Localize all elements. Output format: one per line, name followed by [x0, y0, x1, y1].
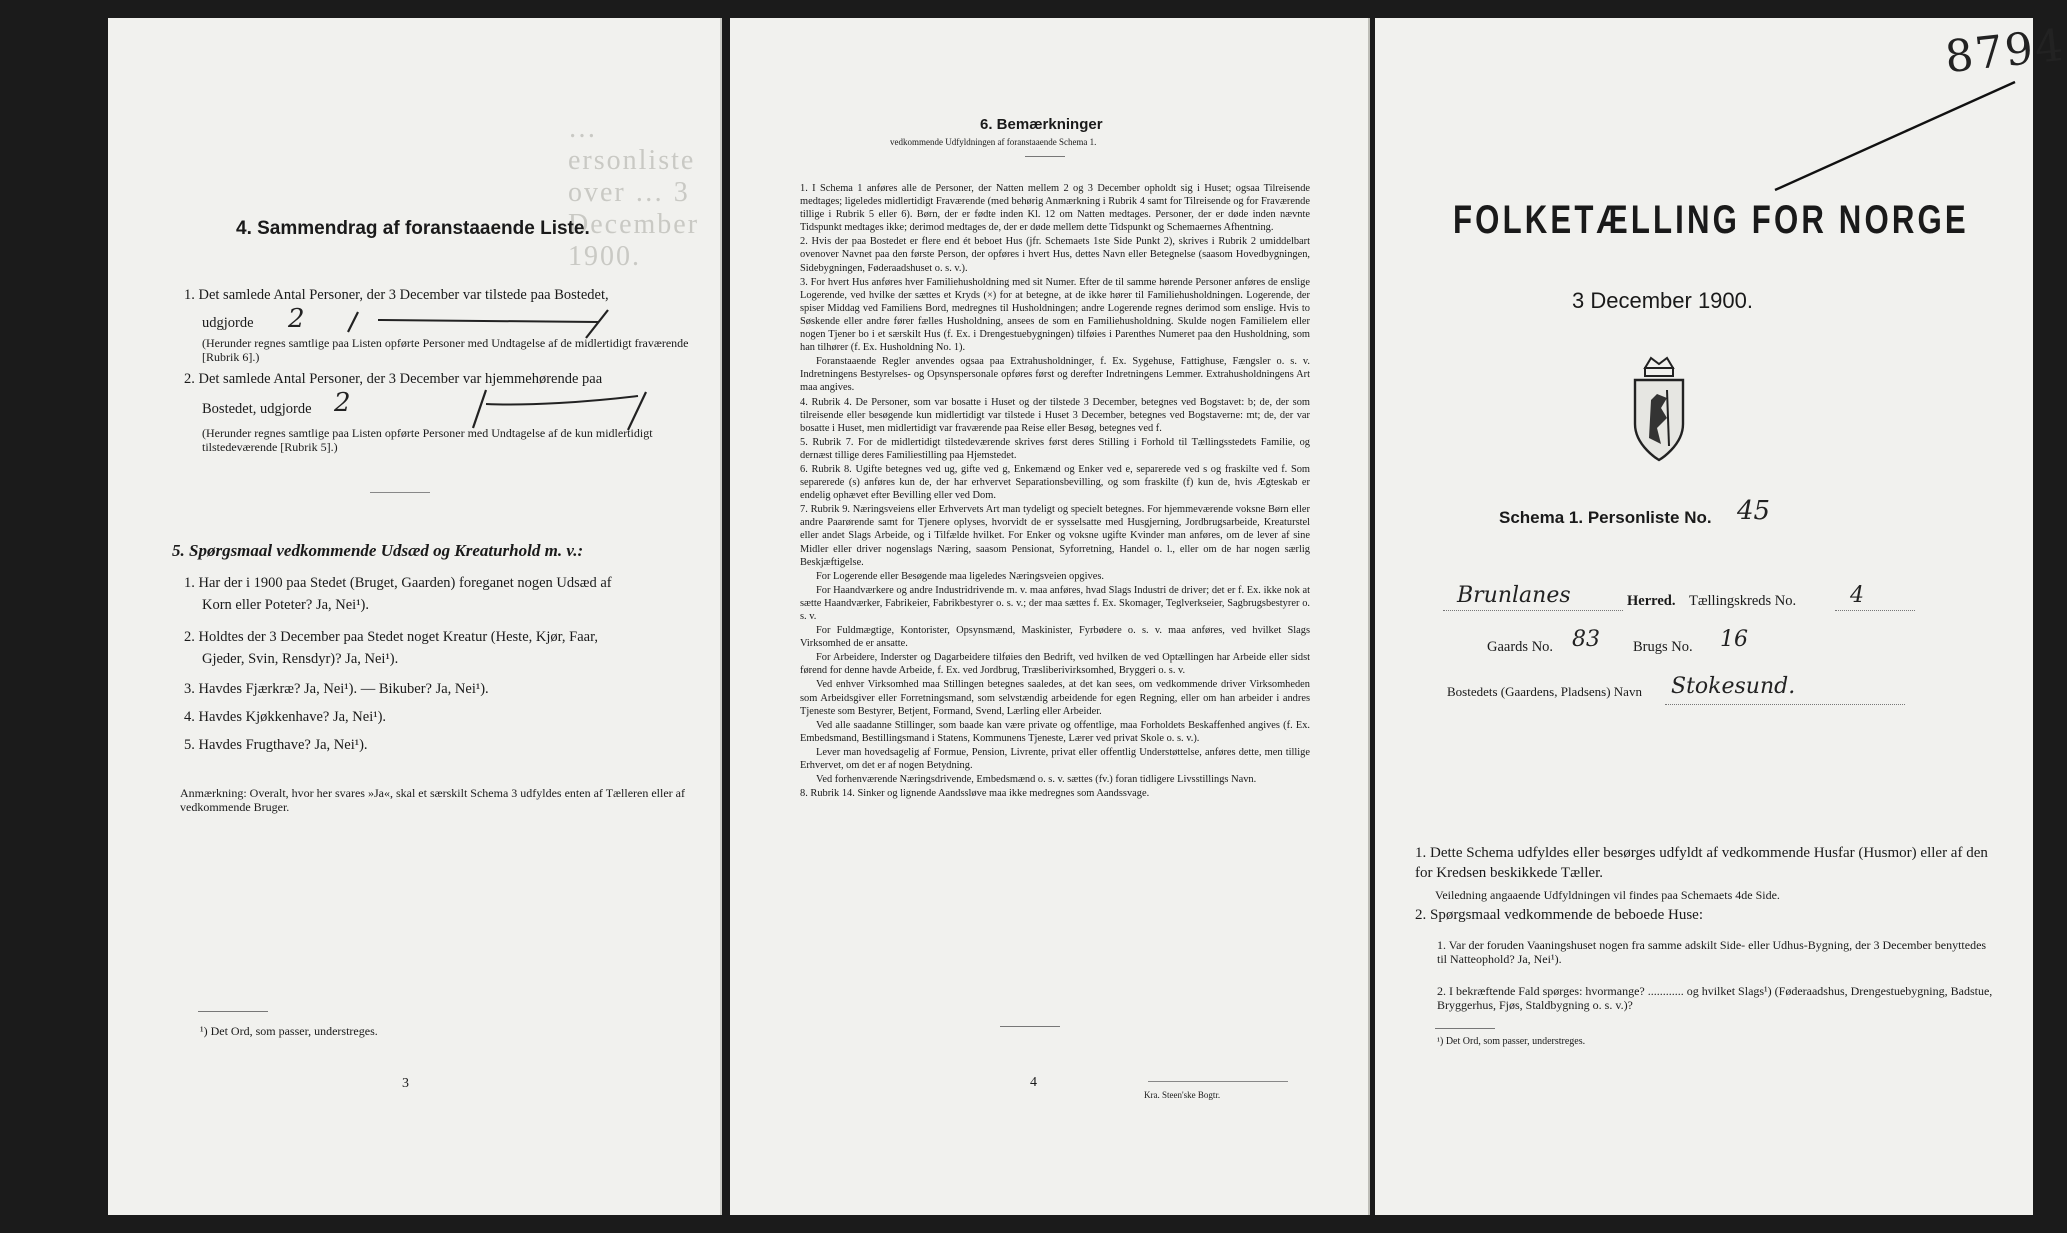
form-title: FOLKETÆLLING FOR NORGE: [1453, 198, 1969, 242]
page-number: 3: [402, 1076, 409, 1091]
gaards-value: 83: [1572, 627, 1600, 652]
bleed-through-text: …ersonliste over … 3 December 1900.: [568, 113, 700, 272]
instruction-2-2: 2. I bekræftende Fald spørges: hvormange? ............ og hvilket Slags¹) (Føderaadshus, Drengestuebygning, Badstue, Bryggerhus, Fjøs, Staldbygning o. s. v.)?: [1437, 984, 1993, 1012]
remark-paragraph: 5. Rubrik 7. For de midlertidigt tilstedeværende skrives først deres Stilling i Forhold til Tællingsstedets Familie, og dernæst tillige deres Familiestilling paa Hjemstedet.: [800, 436, 1310, 461]
remark-paragraph: 4. Rubrik 4. De Personer, som var bosatte i Huset og der tilstede 3 December, betegnes ved Bogstavet: b; de, der som tilreisende eller besøgende kun midlertidigt var tilstede i Huset 3 December, betegnes ved Bogstaverne: mt; de, der var bosatte i Huset, men midlertidigt var fraværende paa Reise eller Besøg, betegnes ved f.: [800, 396, 1310, 434]
remarks-title: 6. Bemærkninger: [980, 116, 1103, 133]
q1-prefix: udgjorde: [202, 315, 254, 331]
page-3: [108, 18, 722, 1215]
remark-paragraph: Ved alle saadanne Stillinger, som baade kan være private og offentlige, maa Forholdets Beskaffenhed angives (f. Ex. Embedsmand, Bestillingsmand i Statens, Kommunens Tjeneste, Lærer ved privat Skole o. s. v.).: [800, 719, 1310, 744]
footnote: ¹) Det Ord, som passer, understreges.: [1437, 1036, 1586, 1047]
page-4: [730, 18, 1370, 1215]
remark-paragraph: 2. Hvis der paa Bostedet er flere end ét beboet Hus (jfr. Schemaets 1ste Side Punkt 2), skrives i Rubrik 2 umiddelbart ovenover Navnet paa den første Person, der opføres i hvert Hus, dettes Navn eller Betegnelse (saasom Hovedbygningen, Sidebygningen, Føderaadshuset o. s. v.).: [800, 236, 1310, 274]
bosted-line: [1665, 704, 1905, 705]
footnote-rule: [1435, 1028, 1495, 1029]
s5-q1a: 1. Har der i 1900 paa Stedet (Bruget, Gaarden) foreganet nogen Udsæd af: [184, 575, 612, 591]
archive-number: 8794: [1942, 19, 2067, 84]
q1-note: (Herunder regnes samtlige paa Listen opførte Personer med Undtagelse af de midlertidigt fraværende [Rubrik 6].): [202, 336, 689, 364]
remark-paragraph: For Haandværkere og andre Industridrivende m. v. maa anføres, hvad Slags Industri de driver; det er f. Ex. ikke nok at sætte Haandværker, Fabrikeier, Fabrikbestyrer o. s. v.; der maa sættes f. Ex. Skomager, Teglverkseier, Sagbrugsbestyrer o. s. v.: [800, 584, 1310, 622]
pen-stroke: [1765, 78, 2025, 198]
q1-text: 1. Det samlede Antal Personer, der 3 December var tilstede paa Bostedet,: [184, 287, 609, 303]
kreds-value: 4: [1850, 583, 1864, 608]
herred-line: [1443, 610, 1623, 611]
s5-q3: 3. Havdes Fjærkræ? Ja, Nei¹). — Bikuber? Ja, Nei¹).: [184, 681, 489, 697]
q2-text: 2. Det samlede Antal Personer, der 3 December var hjemmehørende paa: [184, 371, 603, 387]
remark-paragraph: 8. Rubrik 14. Sinker og lignende Aandssløve maa ikke medregnes som Aandssvage.: [800, 788, 1150, 800]
instruction-2-1: 1. Var der foruden Vaaningshuset nogen fra samme adskilt Side- eller Udhus-Bygning, der 3 December benyttedes til Natteophold? Ja, Nei¹).: [1437, 938, 1987, 966]
page-5: [1375, 18, 2067, 1215]
section-5-title: 5. Spørgsmaal vedkommende Udsæd og Kreaturhold m. v.:: [172, 541, 584, 560]
divider: [370, 492, 430, 493]
remark-paragraph: 1. I Schema 1 anføres alle de Personer, der Natten mellem 2 og 3 December opholdt sig i Huset; ogsaa Tilreisende medtages; ligeledes midlertidigt Fraværende (med behørig Anmærkning i Rubrik 4 samt for Tilreisende og for Fraværende tillige i Rubrik 5 eller 6). Børn, der er fødte inden Kl. 12 om Natten medtages. Personer, der er døde inden nævnte Tidspunkt medtages ikke; derimod medtages de, der er døde mellem dette Tidspunkt og Schemaernes Afhentning.: [800, 183, 1310, 234]
bosted-value: Stokesund.: [1671, 674, 1796, 699]
s5-q2a: 2. Holdtes der 3 December paa Stedet noget Kreatur (Heste, Kjør, Faar,: [184, 629, 598, 645]
kreds-line: [1835, 610, 1915, 611]
remark-paragraph: Ved forhenværende Næringsdrivende, Embedsmænd o. s. v. sættes (fv.) foran tidligere Livsstillings Navn.: [816, 774, 1257, 786]
footnote: ¹) Det Ord, som passer, understreges.: [200, 1024, 378, 1038]
remarks-list: [800, 182, 1310, 801]
brugs-label: Brugs No.: [1633, 639, 1693, 655]
remark-paragraph: 7. Rubrik 9. Næringsveiens eller Erhvervets Art man tydeligt og specielt betegnes. For hjemmeværende voksne Børn eller andre Paarørende samt for Tjenere oplyses, hvorvidt de er sysselsatte med Husgjerning, Jordbrugsarbeide, Kreaturstel eller andet Slags Arbeide, og i Tilfælde hvilket. For Enker og voksne ugifte Kvinder man anføres, om de lever af sine Midler eller driver nogenslags Næring, saasom Pensionat, Syforretning, Handel o. l., eller om de har nogen særlig Beskjæftigelse.: [800, 504, 1310, 568]
footnote-rule: [198, 1011, 268, 1012]
divider: [1025, 156, 1065, 157]
herred-label: Herred.: [1627, 593, 1676, 609]
schema-label: Schema 1. Personliste No.: [1499, 508, 1712, 527]
bosted-label: Bostedets (Gaardens, Pladsens) Navn: [1447, 684, 1642, 699]
coat-of-arms-icon: [1627, 354, 1691, 466]
page-number: 4: [1030, 1075, 1037, 1090]
s5-q2b: Gjeder, Svin, Rensdyr)? Ja, Nei¹).: [202, 651, 399, 667]
q2-value: 2: [334, 388, 351, 418]
s5-q4: 4. Havdes Kjøkkenhave? Ja, Nei¹).: [184, 709, 387, 725]
census-date: 3 December 1900.: [1572, 288, 1753, 313]
printer-imprint: Kra. Steen'ske Bogtr.: [1144, 1090, 1221, 1100]
remark-paragraph: For Fuldmægtige, Kontorister, Opsynsmænd, Maskinister, Fyrbødere o. s. v. maa anføres, ved hvilket Slags Virksomhed de er ansatte.: [800, 625, 1310, 650]
remark-paragraph: Foranstaaende Regler anvendes ogsaa paa Extrahusholdninger, f. Ex. Sygehuse, Fattighuse, Fængsler o. s. v. Indretningens Bestyrelses- og Opsynspersonale opføres først og derefter Indretningens Lemmer. Extrahusholdningens Art maa angives.: [800, 356, 1310, 394]
s5-q5: 5. Havdes Frugthave? Ja, Nei¹).: [184, 737, 368, 753]
printer-rule: [1148, 1081, 1288, 1082]
remark-paragraph: 6. Rubrik 8. Ugifte betegnes ved ug, gifte ved g, Enkemænd og Enker ved e, separerede ved s og fraskilte ved f. Som separerede (s) anføres kun de, der har erhvervet Separationsbevilling, og som fraskilte (f) kun de, hvis Ægteskab er endelig ophævet efter Bevilling eller ved Dom.: [800, 463, 1310, 502]
remarks-subtitle: vedkommende Udfyldningen af foranstaaende Schema 1.: [890, 137, 1097, 147]
instruction-1-note: Veiledning angaaende Udfyldningen vil findes paa Schemaets 4de Side.: [1435, 888, 1780, 902]
personliste-number: 45: [1737, 496, 1771, 526]
remark-paragraph: For Logerende eller Besøgende maa ligeledes Næringsveien opgives.: [816, 570, 1104, 582]
kreds-label: Tællingskreds No.: [1689, 593, 1797, 609]
instruction-1: 1. Dette Schema udfyldes eller besørges udfyldt af vedkommende Husfar (Husmor) eller af den for Kredsen beskikkede Tæller.: [1415, 845, 1988, 881]
q1-value: 2: [288, 304, 305, 334]
gaards-label: Gaards No.: [1487, 639, 1554, 655]
section-4-title: 4. Sammendrag af foranstaaende Liste.: [236, 218, 590, 239]
remark-paragraph: 3. For hvert Hus anføres hver Familiehusholdning med sit Numer. Efter de til samme hørende Personer anføres de enslige Logerende, ved hvilke der sættes et Kryds (×) for at betegne, at de ikke hører til Familiehusholdningen. Logerende, der spiser Middag ved Familiens Bord, medregnes til Husholdningen; andre Logerende regnes derimod som enslige. Hvis to Søskende eller andre fører fælles Husholdning, ansees de som en Familiehusholdning. Skulde nogen Familielem eller nogen Tjener bo i et særskilt Hus (f. Ex. i Drengestuebygningen) tilføies i Parenthes Numeret paa den Husholdning, som han tilhører (f. Ex. Husholdning No. 1).: [800, 276, 1310, 354]
remark-paragraph: Lever man hovedsagelig af Formue, Pension, Livrente, privat eller offentlig Understøttelse, anføres dette, men tillige Erhvervet, om det er af nogen Betydning.: [800, 746, 1310, 772]
q2-note: (Herunder regnes samtlige paa Listen opførte Personer med Undtagelse af de kun midlertidigt tilstedeværende [Rubrik 5].): [202, 426, 653, 454]
herred-value: Brunlanes: [1457, 583, 1571, 608]
instruction-2: 2. Spørgsmaal vedkommende de beboede Huse:: [1415, 907, 1703, 923]
divider: [1000, 1026, 1060, 1027]
s5-q1b: Korn eller Poteter? Ja, Nei¹).: [202, 597, 370, 613]
remark-paragraph: Ved enhver Virksomhed maa Stillingen betegnes saaledes, at det kan sees, om vedkommende driver Virksomheden som Arbeidsgiver eller Forretningsmand, som selvstændig arbeidende for egen Regning, eller om han arbeider i andres Tjeneste som Bestyrer, Betjent, Formand, Svend, Lærling eller Arbeider.: [800, 679, 1310, 717]
q2-prefix: Bostedet, udgjorde: [202, 401, 312, 417]
brugs-value: 16: [1720, 627, 1748, 652]
remark: Anmærkning: Overalt, hvor her svares »Ja«, skal et særskilt Schema 3 udfyldes enten af Tælleren eller af vedkommende Bruger.: [180, 786, 685, 814]
remark-paragraph: For Arbeidere, Inderster og Dagarbeidere tilføies den Bedrift, ved hvilken de ved Optællingen har Arbeide eller sidst førend for denne havde Arbeide, f. Ex. ved Jordbrug, Træsliberivirksomhed, Bryggeri o. s. v.: [800, 652, 1310, 677]
